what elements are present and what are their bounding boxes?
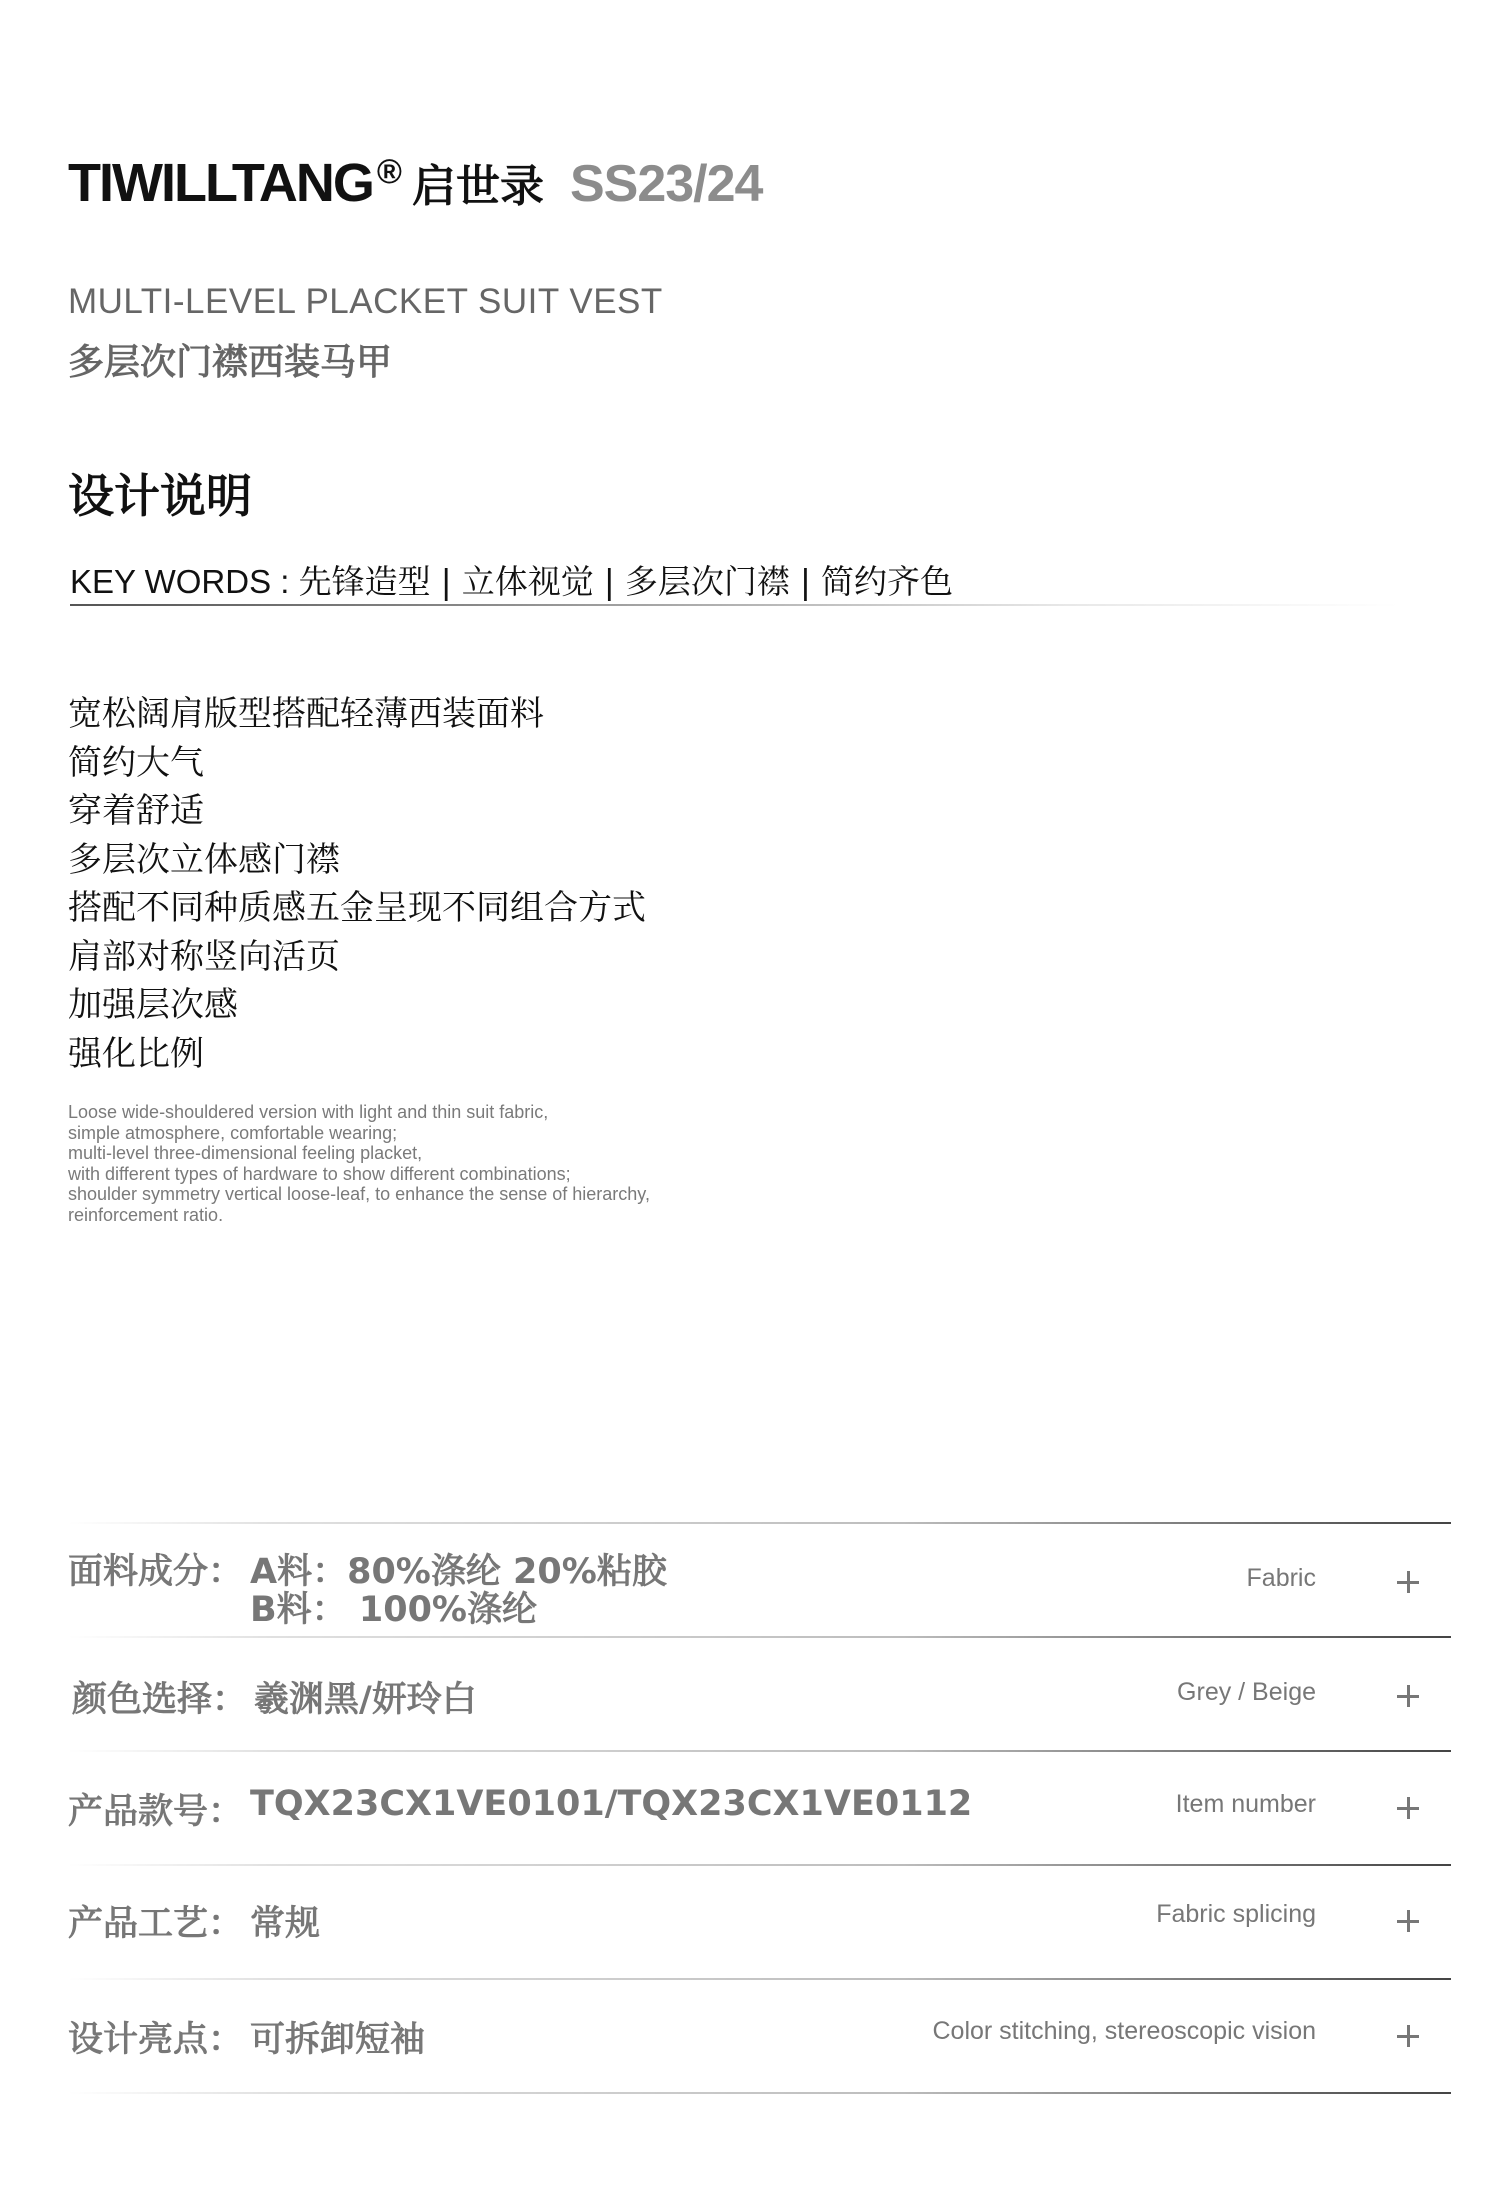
description-line: 穿着舒适 <box>68 791 204 831</box>
plus-icon[interactable] <box>1397 1571 1419 1593</box>
spec-label: 设计亮点： <box>68 2020 244 2060</box>
product-title-en: MULTI-LEVEL PLACKET SUIT VEST <box>68 282 663 321</box>
spec-row-fabric[interactable] <box>68 1524 1451 1636</box>
keywords-line <box>70 556 953 603</box>
spec-value: 可拆卸短袖 <box>250 2020 426 2060</box>
description-line: 简约大气 <box>68 742 204 783</box>
description-line: 多层次立体感门襟 <box>68 839 340 880</box>
description-line: 加强层次感 <box>68 985 238 1025</box>
description-line: 强化比例 <box>68 1033 204 1074</box>
description-line: 肩部对称竖向活页 <box>68 936 340 977</box>
keyword: 立体视觉 <box>461 562 594 601</box>
description-en-line: simple atmosphere, comfortable wearing; <box>68 1122 398 1143</box>
registered-mark: ® <box>376 153 402 191</box>
spec-label: 颜色选择： <box>72 1680 248 1720</box>
description-en-line: shoulder symmetry vertical loose-leaf, to enhance the sense of hierarchy, <box>68 1184 650 1204</box>
spec-value: A料：80%涤纶 20%粘胶 <box>250 1552 667 1592</box>
product-title-cn: 多层次门襟西装马甲 <box>68 342 393 383</box>
keyword-separator: | <box>799 562 811 601</box>
description-line: 搭配不同种质感五金呈现不同组合方式 <box>68 888 646 928</box>
brand-logo-text: TIWILLTANG <box>68 153 373 213</box>
spec-value: TQX23CX1VE0101/TQX23CX1VE0112 <box>250 1784 973 1824</box>
keyword: 先锋造型 <box>298 562 431 601</box>
design-description-en <box>68 1102 650 1225</box>
spec-label: 产品款号： <box>68 1792 244 1832</box>
brand-chinese-name: 启世录 <box>411 161 544 212</box>
spec-row-item-number[interactable] <box>68 1752 1451 1864</box>
spec-value-secondary: B料： 100%涤纶 <box>250 1590 537 1630</box>
spec-label-en: Item number <box>1175 1790 1316 1818</box>
season-code: SS23/24 <box>569 155 763 213</box>
spec-label-en: Fabric splicing <box>1156 1900 1316 1928</box>
spec-label: 产品工艺： <box>68 1904 244 1944</box>
spec-row-craft[interactable] <box>68 1866 1451 1978</box>
description-en-line: Loose wide-shouldered version with light and thin suit fabric, <box>68 1102 549 1122</box>
spec-label-en: Color stitching, stereoscopic vision <box>932 2017 1316 2045</box>
spec-label-en: Fabric <box>1246 1564 1316 1592</box>
design-description-cn <box>68 690 646 1078</box>
spec-divider <box>68 2092 1451 2094</box>
spec-label: 面料成分： <box>68 1552 244 1592</box>
keyword-separator: | <box>440 562 452 601</box>
description-en-line: multi-level three-dimensional feeling placket, <box>68 1143 423 1163</box>
plus-icon[interactable] <box>1397 2025 1419 2047</box>
spec-row-highlight[interactable] <box>68 1980 1451 2092</box>
design-notes-heading: 设计说明 <box>68 469 252 523</box>
spec-value: 常规 <box>250 1904 321 1944</box>
keyword: 简约齐色 <box>820 562 953 601</box>
keyword-separator: | <box>603 562 615 601</box>
spec-value: 羲渊黑/妍玲白 <box>254 1680 477 1720</box>
keyword: 多层次门襟 <box>624 562 790 601</box>
brand-header <box>68 150 762 220</box>
keywords-label: KEY WORDS : <box>70 563 299 600</box>
plus-icon[interactable] <box>1397 1797 1419 1819</box>
description-line: 宽松阔肩版型搭配轻薄西装面料 <box>68 694 544 734</box>
description-en-line: reinforcement ratio. <box>68 1204 224 1225</box>
plus-icon[interactable] <box>1397 1910 1419 1932</box>
spec-row-color[interactable] <box>68 1638 1451 1750</box>
description-en-line: with different types of hardware to show different combinations; <box>68 1163 571 1184</box>
keywords-underline <box>70 604 1400 606</box>
spec-label-en: Grey / Beige <box>1177 1678 1316 1706</box>
plus-icon[interactable] <box>1397 1685 1419 1707</box>
